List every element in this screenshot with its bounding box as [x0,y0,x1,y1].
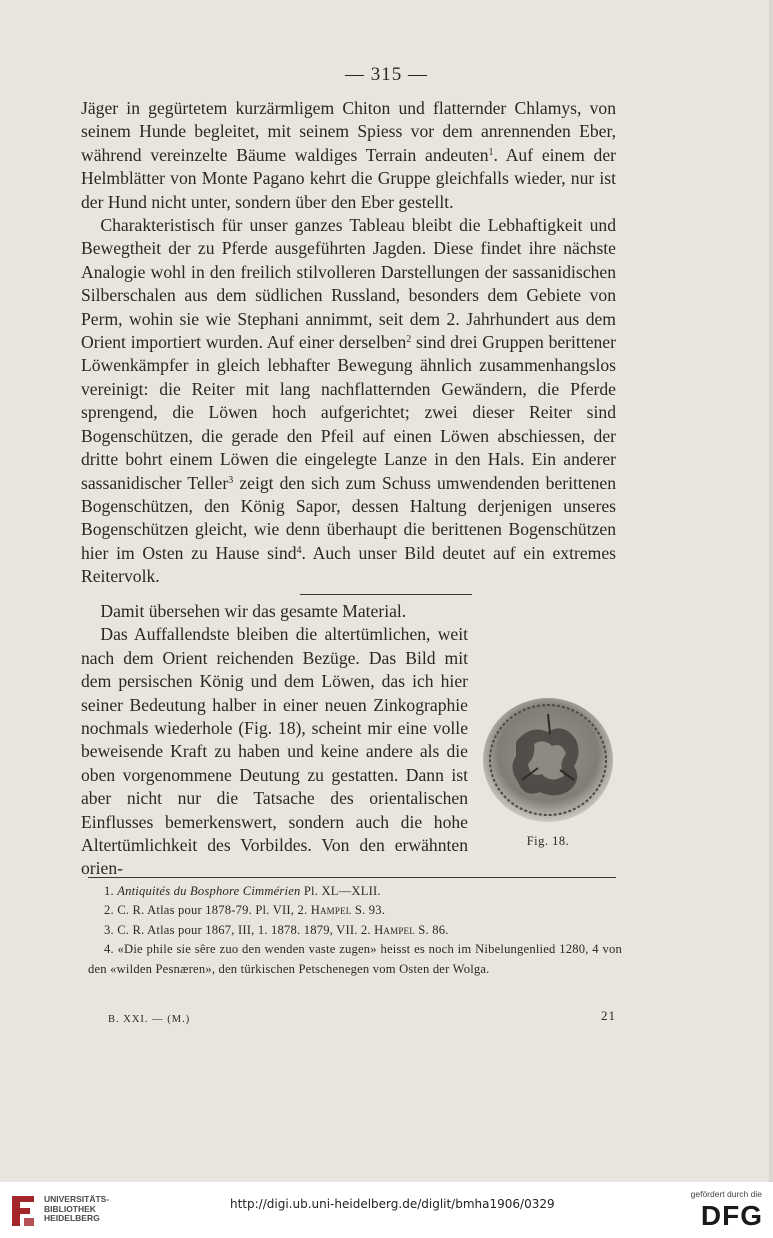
printer-signature: B. XXI. — (M.) [108,1014,191,1025]
university-library-name: UNIVERSITÄTS- BIBLIOTHEK HEIDELBERG [44,1194,110,1224]
viewer-footer [0,1182,773,1238]
footnote-ref-3[interactable]: 3 [228,474,234,486]
section-divider [300,594,472,595]
figure-18 [478,694,618,859]
funded-by-label: gefördert durch die [690,1189,762,1199]
paragraph-3: Damit übersehen wir das gesamte Material. [100,601,407,621]
footnote-ref-4[interactable]: 4 [296,544,302,556]
footnotes [88,882,622,979]
paragraph-2: Charakteristisch für unser ganzes Tableau bleibt die Lebhaftigkeit und Bewegtheit der zu Pferde ausgeführten Jagden. Diese findet ihre nächste Analogie wohl in den freilich stilvolleren Darstellungen der sassanidischen Silberschalen aus dem südlichen Russland, besonders dem Gebiete von Perm, wohin sie wie Stephani annimmt, seit dem 2. Jahrhundert aus dem Orient importiert wurden. Auf einer derselben$^2$ sind drei Gruppen berittener Löwenkämpfer in gleich lebhafter Bewegung ähnlich zusammenhangslos vereinigt: die Reiter mit lang nachflatternden Gewändern, die Pferde sprengend, die Löwen hoch aufgerichtet; zwei dieser Reiter sind Bogenschützen, die gerade den Pfeil auf einen Löwen abschiessen, der dritte bohrt einem Löwen die eingelegte Lanze in den Hals. Ein anderer sassanidischer Teller$^3$ zeigt den sich zum Schuss umwendenden berittenen Bogenschützen, den König Sapor, dessen Haltung derjenigen unseres Bogenschützen gleicht, wie denn überhaupt die berittenen Bogenschützen hier im Osten zu Hause sind$^4$. Auch unser Bild deutet auf ein extremes Reitervolk. [81,215,616,587]
footnote-ref-1[interactable]: 1 [488,146,494,158]
footnote-1: 1. Antiquités du Bosphore Cimmérien Pl. XL—XLII. [104,884,381,898]
permalink-url[interactable]: http://digi.ub.uni-heidelberg.de/diglit/bmha1906/0329 [230,1197,555,1211]
sheet-number: 21 [601,1008,616,1023]
main-text-top [81,97,616,589]
footnote-3: 3. C. R. Atlas pour 1867, III, 1. 1878. 1879, VII. 2. Hampel S. 86. [104,922,449,937]
figure-caption: Fig. 18. [526,834,570,848]
coin-image [478,694,618,832]
paragraph-4: Das Auffallendste bleiben die altertümlichen, weit nach dem Orient reichenden Bezüge. Das Bild mit dem persischen König und dem Löwen, das ich hier seiner Bedeutung halber in einer neuen Zinkographie nochmals wiederhole (Fig. 18), scheint mir eine volle beweisende Kraft zu haben und keine andere als die oben vorgenommene Deutung zu gestatten. Dann ist aber nicht nur die Tatsache des orientalischen Einflusses bemerkenswert, sondern auch die hohe Altertümlichkeit des Vorbildes. Von den erwähnten orien- [81,623,616,880]
page-number: — 315 — [345,64,428,85]
footnote-4: 4. «Die phile sie sêre zuo den wenden vaste zugen» heisst es noch im Nibelungenlied 1280, 4 von den «wilden Pesnæren», den türkischen Petschenegen vom Osten der Wolga. [88,942,622,976]
footnote-2: 2. C. R. Atlas pour 1878-79. Pl. VII, 2. Hampel S. 93. [104,903,386,918]
dfg-logo[interactable]: DFG [700,1200,763,1231]
footnote-divider [88,877,616,878]
footnote-ref-2[interactable]: 2 [406,334,412,346]
paragraph-1: Jäger in gegürtetem kurzärmligem Chiton und flatternder Chlamys, von seinem Hunde begleitet, mit seinem Spiess vor dem anrennenden Eber, während vereinzelte Bäume waldiges Terrain andeuten$^1$. Auf einem der Helmblätter von Monte Pagano kehrt die Gruppe gleichfalls wieder, nur ist der Hund nicht unter, sondern über den Eber gestellt. [81,98,617,212]
university-library-logo-icon[interactable] [8,1192,38,1235]
